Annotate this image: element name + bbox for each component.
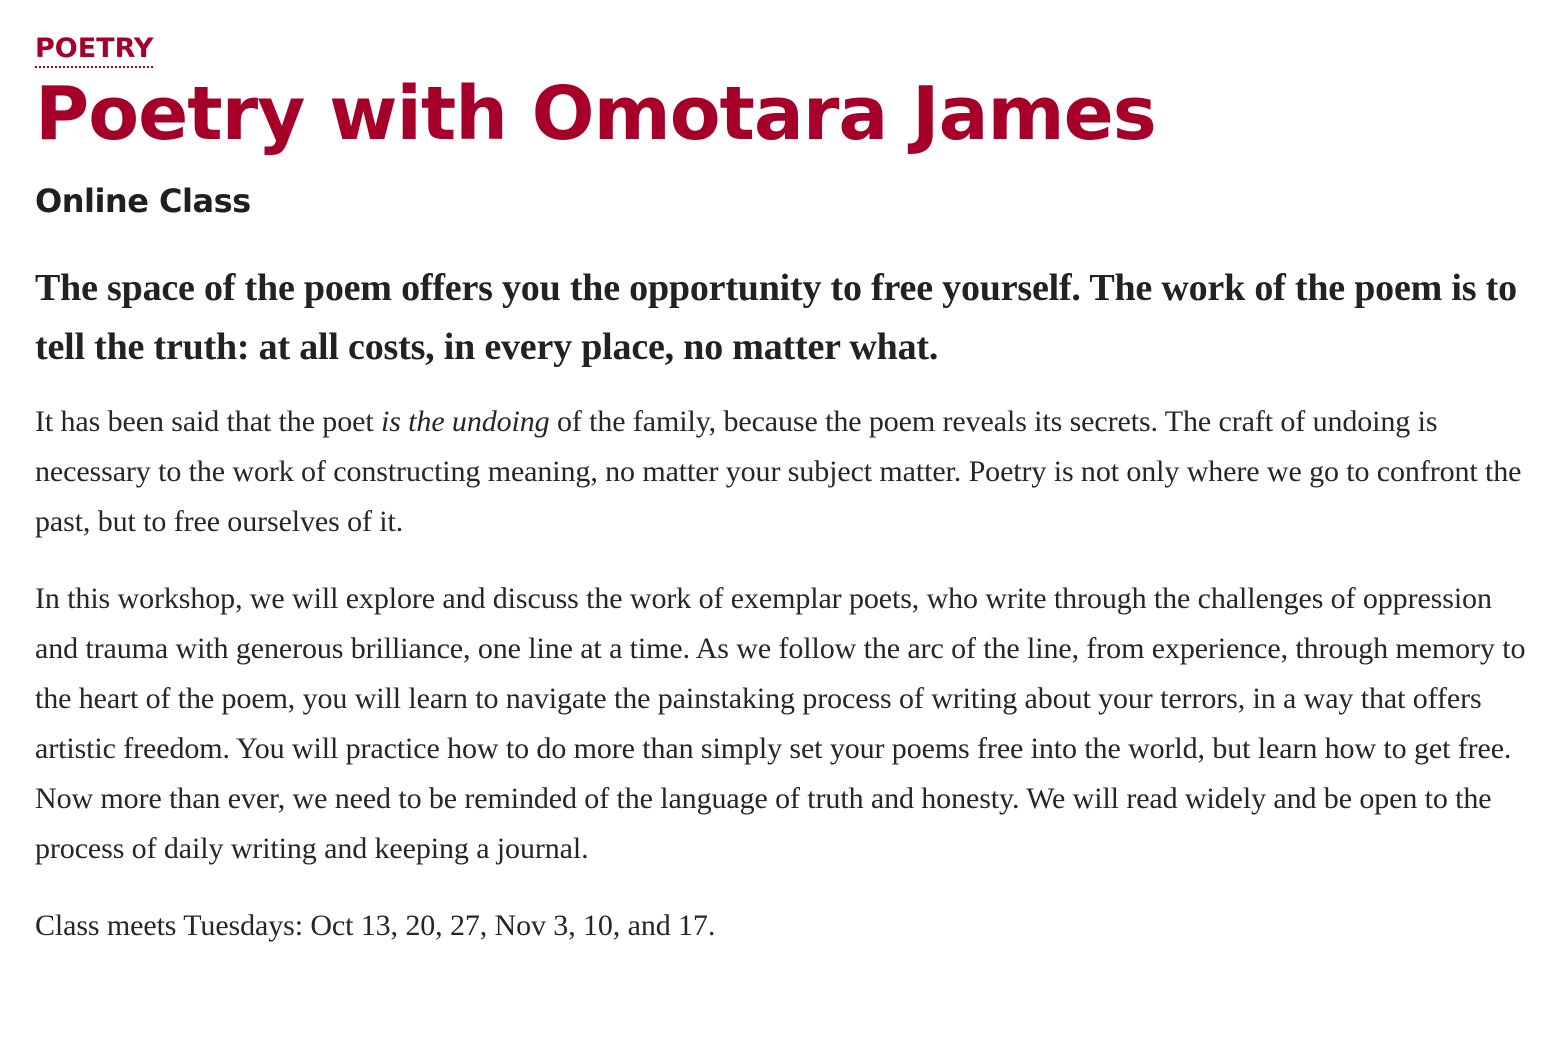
lede-text: The space of the poem offers you the opportunity to free yourself. The work of the poem is to tell the truth: at all costs, in every place, no matter what. bbox=[35, 267, 1517, 368]
class-schedule: Class meets Tuesdays: Oct 13, 20, 27, Nov 3, 10, and 17. bbox=[35, 909, 716, 942]
category-link[interactable]: POETRY bbox=[35, 32, 153, 68]
paragraph-1-emphasis: is the undoing bbox=[380, 405, 550, 438]
description-paragraph-2: In this workshop, we will explore and discuss the work of exemplar poets, who write through the challenges of oppression and trauma with generous brilliance, one line at a time. As we follow the arc of the line, from experience, through memory to the heart of the poem, you will learn to navigate the painstaking process of writing about your terrors, in a way that offers artistic freedom. You will practice how to do more than simply set your poems free into the world, but learn how to get free. Now more than ever, we need to be reminded of the language of truth and honesty. We will read widely and be open to the process of daily writing and keeping a journal. bbox=[35, 582, 1526, 865]
description-paragraph-1 bbox=[35, 397, 1535, 547]
class-detail bbox=[35, 32, 1535, 951]
paragraph-1-text-start: It has been said that the poet bbox=[35, 405, 381, 438]
paragraph-1-text-end: of the family, because the poem reveals its secrets. The craft of undoing is necessary to the work of constructing meaning, no matter your subject matter. Poetry is not only where we go to confront the past, but to free ourselves of it. bbox=[35, 405, 1522, 538]
page-title: Poetry with Omotara James bbox=[35, 71, 1156, 157]
class-type-label: Online Class bbox=[35, 182, 251, 220]
